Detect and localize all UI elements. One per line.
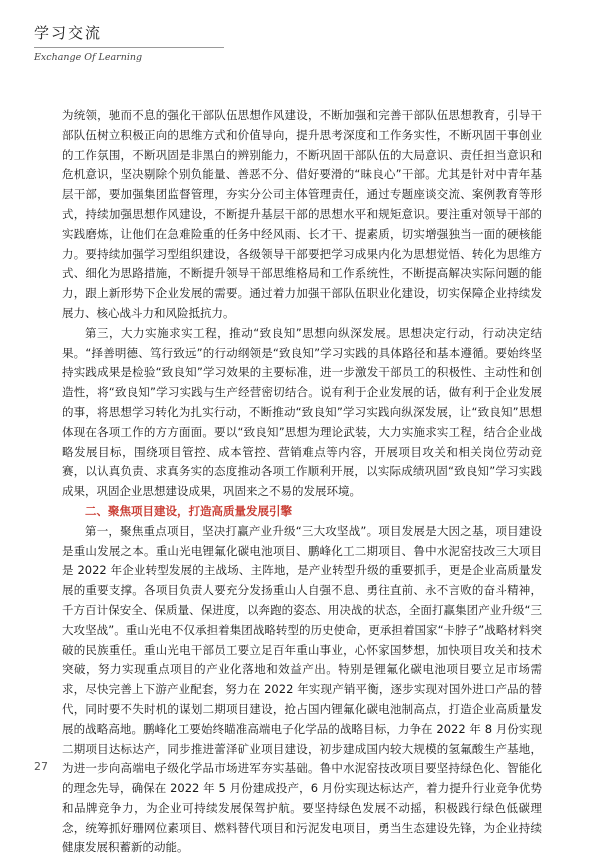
page-number: 27 [34, 760, 48, 773]
section-heading: 二、聚焦项目建设，打造高质量发展引擎 [85, 503, 292, 518]
section-title: 学习交流 [34, 22, 224, 48]
paragraph: 第三，大力实施求实工程，推动“致良知”思想向纵深发展。思想决定行动，行动决定结果。“择善明德、笃行致远”的行动纲领是“致良知”学习实践的具体路径和基本遵循。要始终坚持实践成果是检验“致良知”学习效果的主要标准，进一步激发干部员工的积极性、主动性和创造性，将“致良知”学习实践与生产经营密切结合。说有利于企业发展的话，做有利于企业发展的事，将思想学习转化为扎实行动，不断推动“致良知”学习实践向纵深发展，让“致良知”思想体现在各项工作的方方面面。要以“致良知”思想为理论武装，大力实施求实工程，结合企业战略发展目标，围绕项目管控、成本管控、营销难点等内容，开展项目攻关和相关岗位劳动竞赛，以认真负责、求真务实的态度推动各项工作顺利开展，以实际成绩巩固“致良知”学习实践成果，巩固企业思想建设成果，巩固来之不易的发展环境。 [62, 325, 542, 499]
article-body [62, 106, 542, 858]
page-header [34, 22, 234, 63]
paragraph: 为统领，驰而不息的强化干部队伍思想作风建设，不断加强和完善干部队伍思想教育，引导干部队伍树立积极正向的思维方式和价值导向，提升思考深度和工作务实性，不断巩固干事创业的工作氛围，不断巩固是非黑白的辨别能力，不断巩固干部队伍的大局意识、责任担当意识和危机意识，坚决剔除个别负能量、善恶不分、借好要滑的“昧良心”干部。尤其是针对中青年基层干部，要加强集团监督管理，夯实分公司主体管理责任，通过专题座谈交流、案例教育等形式，持续加强思想作风建设，不断提升基层干部的思想水平和规矩意识。要注重对领导干部的实践磨炼，让他们在急难险重的任务中经风雨、长才干、提素质，切实增强独当一面的硬核能力。要持续加强学习型组织建设，各级领导干部要把学习成果内化为思想觉悟、转化为思维方式、细化为思路措施，不断提升领导干部思维格局和工作系统性，不断提高解决实际问题的能力，跟上新形势下企业发展的需要。通过着力加强干部队伍职业化建设，切实保障企业持续发展力、核心战斗力和风险抵抗力。 [62, 108, 542, 320]
section-subtitle: Exchange Of Learning [34, 52, 143, 63]
paragraph: 第一，聚焦重点项目，坚决打赢产业升级“三大攻坚战”。项目发展是大因之基，项目建设是重山发展之本。重山光电锂氟化碳电池项目、鹏峰化工二期项目、鲁中水泥窑技改三大项目是 2022 年企业转型发展的主战场、主阵地，是产业转型升级的重要抓手，更是企业高质量发展的重要支撑。各项目负责人要充分发扬重山人自强不息、勇往直前、永不言败的奋斗精神，千方百计保安全、保质量、保进度，以奔跑的姿态、用决战的状态，全面打赢集团产业升级“三大攻坚战”。重山光电不仅承担着集团战略转型的历史使命，更承担着国家“卡脖子”战略材料突破的民族重任。重山光电干部员工要立足百年重山事业，心怀家国梦想，加快项目攻关和技术突破，努力实现重点项目的产业化落地和效益产出。特别是锂氟化碳电池项目要立足市场需求，尽快完善上下游产业配套，努力在 2022 年实现产销平衡，逐步实现对国外进口产品的替代，同时要不失时机的谋划二期项目建设，抢占国内锂氟化碳电池制高点，打造企业高质量发展的战略高地。鹏峰化工要始终瞄准高端电子化学品的战略目标，力争在 2022 年 8 月份实现二期项目达标达产，同步推进蕾泽矿业项目建设，初步建成国内较大规模的氢氟酸生产基地，为进一步向高端电子级化学品市场进军夯实基础。鲁中水泥窑技改项目要坚持绿色化、智能化的理念先导，确保在 2022 年 5 月份建成投产，6 月份实现达标达产，着力提升行业竞争优势和品牌竞争力，为企业可持续发展保驾护航。要坚持绿色发展不动摇，积极践行绿色低碳理念，统筹抓好珊网位素项目、燃料替代项目和污泥发电项目，勇当生态建设先锋，为企业持续健康发展积蓄新的动能。 [62, 523, 542, 855]
